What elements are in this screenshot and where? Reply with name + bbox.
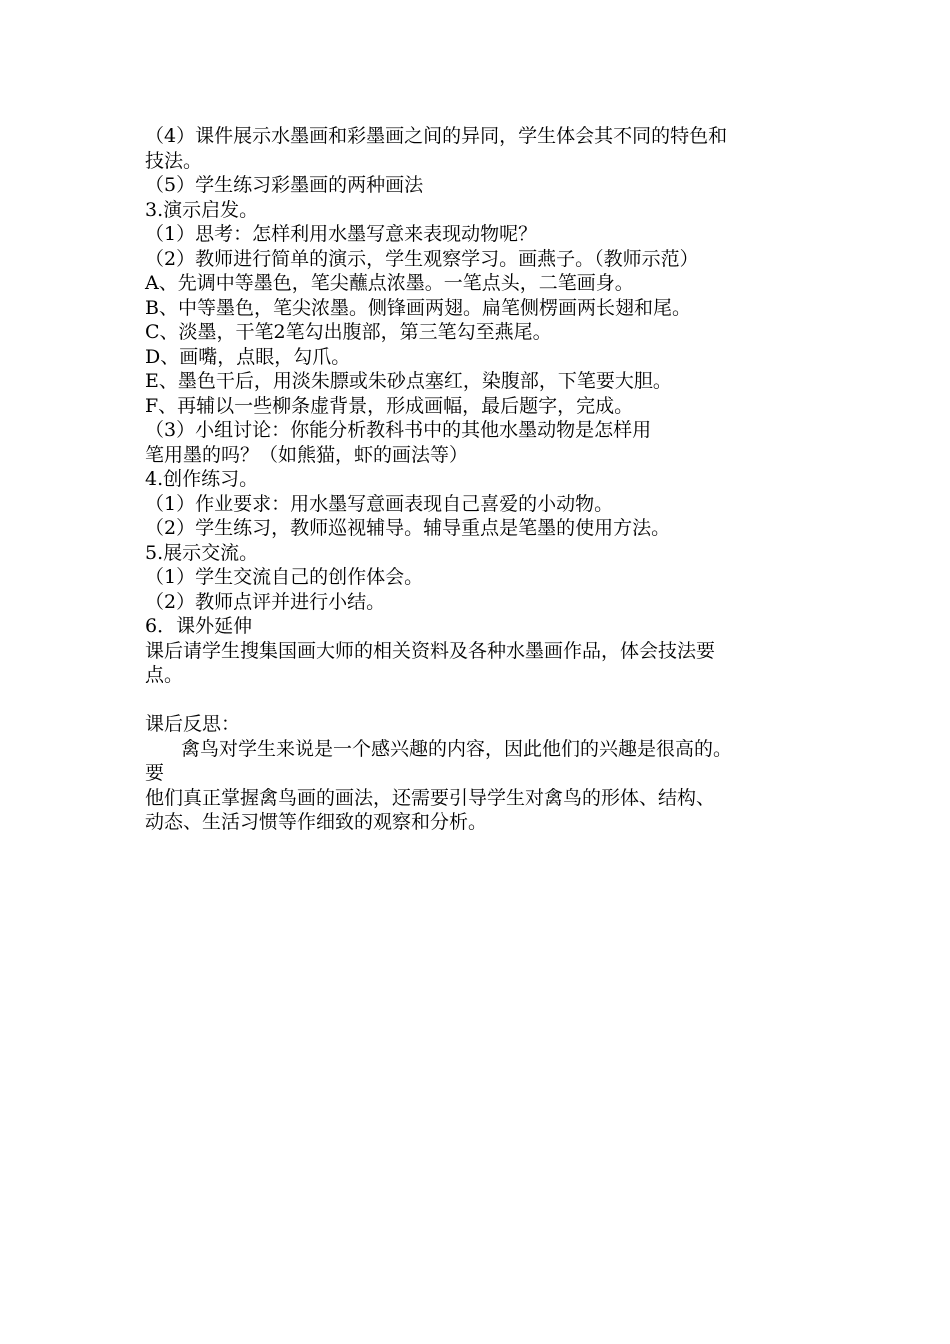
- reflection-heading: 课后反思：: [145, 713, 241, 735]
- text-line: （1）学生交流自己的创作体会。: [145, 566, 424, 588]
- text-line: （2）教师点评并进行小结。: [145, 590, 386, 613]
- text-line: （5）学生练习彩墨画的两种画法: [145, 174, 424, 196]
- reflection-line: 禽鸟对学生来说是一个感兴趣的内容，因此他们的兴趣是很高的。: [181, 737, 733, 760]
- reflection-line: 要: [145, 762, 165, 784]
- text-line: （1）思考：怎样利用水墨写意来表现动物呢？: [145, 223, 538, 245]
- section-heading: 4.创作练习。: [145, 468, 259, 490]
- text-line: C、淡墨，干笔2笔勾出腹部，第三笔勾至燕尾。: [145, 321, 552, 343]
- section-heading: 3.演示启发。: [145, 198, 259, 221]
- text-line: 课后请学生搜集国画大师的相关资料及各种水墨画作品，体会技法要: [145, 639, 716, 662]
- section-heading: 5.展示交流。: [145, 541, 259, 564]
- reflection-line: 他们真正掌握禽鸟画的画法，还需要引导学生对禽鸟的形体、结构、: [145, 786, 716, 809]
- text-line: （2）教师进行简单的演示，学生观察学习。画燕子。（教师示范）: [145, 247, 699, 270]
- text-line: D、画嘴，点眼，勾爪。: [145, 345, 351, 368]
- text-line: 笔用墨的吗？（如熊猫，虾的画法等）: [145, 443, 469, 466]
- text-line: （2）学生练习，教师巡视辅导。辅导重点是笔墨的使用方法。: [145, 517, 671, 539]
- text-line: 点。: [145, 664, 184, 686]
- text-line: （4）课件展示水墨画和彩墨画之间的异同，学生体会其不同的特色和: [145, 125, 728, 147]
- section-heading: 6．课外延伸: [145, 615, 253, 637]
- document-body: [145, 124, 825, 835]
- text-line: （3）小组讨论：你能分析教科书中的其他水墨动物是怎样用: [145, 419, 652, 441]
- text-line: （1）作业要求：用水墨写意画表现自己喜爱的小动物。: [145, 492, 614, 515]
- text-line: B、中等墨色，笔尖浓墨。侧锋画两翅。扁笔侧楞画两长翅和尾。: [145, 296, 691, 319]
- blank-line: [145, 688, 825, 713]
- text-line: F、再辅以一些柳条虚背景，形成画幅，最后题字，完成。: [145, 394, 634, 417]
- text-line: E、墨色干后，用淡朱膘或朱砂点塞红，染腹部，下笔要大胆。: [145, 370, 672, 392]
- text-line: A、先调中等墨色，笔尖蘸点浓墨。一笔点头，二笔画身。: [145, 272, 634, 294]
- reflection-line: 动态、生活习惯等作细致的观察和分析。: [145, 811, 488, 833]
- text-line: 技法。: [145, 149, 203, 172]
